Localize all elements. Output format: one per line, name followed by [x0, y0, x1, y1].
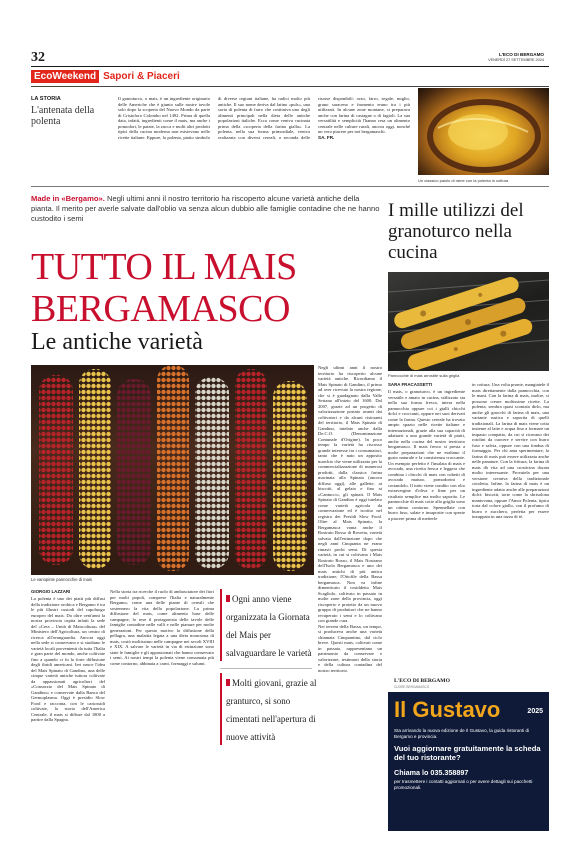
pull-quote-2: [220, 673, 318, 745]
main-headline-line1: TUTTO IL MAIS: [31, 246, 297, 288]
main-text-1: La polenta è uno dei piatti più diffusi della tradizione orobica e Bergamo è tra le più illustri custodi del capoluogo europeo del mais. Da oltre cent'anni la nostra provincia ospita infatti la sede del «Crea – Unità di Maiscoltura» del Ministero dell'Agricoltura, un centro di ricerca all'avanguardia. Ancora oggi nella sede si conservano e si studiano le varietà locali provenienti da tutta l'Italia e gran parte del mondo, anche coltivate fino a quando ci fu la forte diffusione degli ibridi americani. Ieri nasce l'idea del Mais Spinato di Gandino, una delle cinque varietà antiche tuttora coltivate da appassionati agricoltori del «Consorzio del Mais Spinato di Gandino» e conservate dalla Banca del Germoplasma. Oggi è presidio Slow Food e racconta, con le cariossidi coltivate, la storia dell'America Centrale, il mais si diffuse dal 1800 a partire dalla Spagna.: [31, 596, 105, 722]
side-headline: I mille utilizzi del granoturco nella cucina: [388, 200, 524, 263]
story-kicker: LA STORIA: [31, 96, 61, 102]
pull-quote-2-marker: [226, 679, 230, 686]
main-body-col3: [318, 365, 382, 820]
ad-phone[interactable]: Chiama lo 035.358897: [394, 768, 469, 777]
issue-date: VENERDÌ 27 SETTEMBRE 2024: [488, 58, 544, 62]
section-banner: [31, 69, 180, 83]
main-text-3: Negli ultimi anni il nostro territorio ha riscoperto alcune varietà antiche. Ricordiamo il Mais Spinato di Gandino, il primo ad aver ricevuto la nostra regione, che si è guadagnato dalla Valle Seriana all'inizio del 1600. Dal 2007, grazie ad un progetto di valorizzazione portato avanti dai coltivatori e da alcuni ristoranti del territorio, il Mais Spinato di Gandino, tutelato anche dalla De.C.O. (Denominazione Comunale d'Origine). In poco tempo la varietà ha riscosso grande interesse tra i consumatori, tanto che è nato un apposito marchio che viene utilizzato per la commercializzazione di numerosi prodotti, dalla classica farina macinata alla Spinata (ancora diffusa oggi), alle gallette, ai biscotti, al gelato e fino ai «Cantucci», gli spinati. Il Mais Spinato di Gandino è oggi tutelato come varietà agricola da conservazione ed è iscritto nel registro dei Presìdi Slow Food. Oltre al Mais Spinato, la Bergamasca vanta anche il Rostrato Rosso di Rovetta, varietà salvata dall'estinzione dopo che negli anni Cinquanta ne erano rimasti pochi semi. Di questa varietà, in cui si coltivano i Mais Rostrato Rosso, il Mais Nostrano dell'Isola Bergamasca e uno dei mais antichi di più antica tradizione, l'Ottofile della Bassa bergamasca. Non va infine dimenticato il cosiddetto Mais Scagliolo, coltivato in passato in molte zone della provincia, oggi riscoperto e protetto da un nuovo gruppo di produttori che ne hanno recuperato i semi e lo coltivano con grande cura.: [318, 365, 382, 623]
corn-grill-caption: Pannocchie di mais arrostite sulla griglia: [388, 373, 460, 378]
paper-name: L'ECO DI BERGAMO: [499, 52, 544, 57]
pull-quote-1-marker: [226, 595, 230, 602]
story-text: Il granoturco, o mais, è un ingrediente originario delle Americhe che è giunto sulle nostre tavole solo dopo la scoperta del Nuovo Mondo da parte di Cristoforo Colombo nel 1492. Prima di quella data, infatti, ingredienti come il mais, ma anche i pomodori, le patate, la zucca e molti altri prodotti tipici della cucina moderna non esistevano nelle ricette italiane. Eppure, la polenta, piatto simbolo di diverse regioni italiane, ha radici molto più antiche. Il suo nome deriva dal latino «puls», una sorta di polenta di farro che costituiva uno degli alimenti principali nella dieta delle antiche popolazioni italiche. Ecco come veniva cucinata prima della «scoperta della farina gialla». La polenta, nella sua forma primordiale, veniva realizzata con diversi cereali, a seconda delle risorse disponibili: orzo, farro, segale, miglio, grano saraceno e frumento erano tra i più utilizzati. In alcune zone montane, si preparava anche con farina di castagne o di fagioli. La sua versatilità e semplicità l'hanno resa un alimento centrale nelle culture rurali, ancora oggi, nonché un vero piacere per noi bergamaschi.: [118, 96, 410, 140]
story-title: L'antenata della polenta: [31, 105, 95, 127]
ad-text-3: per trasmettere i contatti aggiornati o per avere dettagli sui pacchetti promozionali.: [394, 779, 533, 790]
side-body-col1: [388, 389, 465, 671]
section-name: EcoWeekend: [31, 70, 99, 83]
ad-brand-sub: CUORE BERGAMASCO: [394, 685, 430, 689]
main-headline-line2: BERGAMASCO: [31, 288, 290, 330]
polenta-photo-caption: Un classico paiolo di rame con la polenta in cottura: [418, 178, 509, 183]
ad-text-1: Sta arrivando la nuova edizione de Il Gustavo, la guida ristoranti di Bergamo e provincia.: [394, 728, 530, 739]
ad-text-2: Vuoi aggiornare gratuitamente la scheda del tuo ristorante?: [394, 744, 541, 762]
polenta-photo-art: [418, 88, 549, 175]
main-corn-photo: [31, 365, 314, 575]
main-body-col2: [110, 589, 214, 820]
made-in-text: Negli ultimi anni il nostro territorio ha riscoperto alcune varietà antiche della pianta. Il merito per averle salvate dall'oblio va senza alcun dubbio alle famiglie contadine che ne hanno custodito i semi: [31, 194, 380, 223]
main-text-4: Nei terreni della Bassa, un tempo, si produceva anche una varietà chiamata Cinquantino, dal ciclo breve. Questi mais, coltivati come in passato, rappresentano un patrimonio da conservare e valorizzare, testimoni della storia e della cultura contadina del nostro territorio.: [318, 623, 382, 673]
main-text-2: Nella storia tra ricerche il ruolo di ambasciatore dei fiori per molti popoli, comprese l'Italia e naturalmente Bergamo, come una delle piante di cereali che sostennero la vita della popolazione. La prima diffusione del mais, come alimento base delle campagne, lo rese il protagonista delle tavole delle famiglie contadine nelle valli e nelle pianure per molte generazioni. Per questo motivo la diffusione della pellagra, una malattia legata a una dieta monotona di mais, costò moltissimo nelle campagne nei secoli XVIII e XIX. A salvare le varietà in via di estinzione sono state le famiglie e gli appassionati che hanno conservato i semi. Ai nostri tempi la polenta viene consumata più come contorno, abbinata a carni, formaggi e salumi.: [110, 589, 214, 666]
side-author: SARA FRACASSETTI: [388, 382, 433, 387]
story-signature: SA. FR.: [318, 134, 335, 140]
ad-title: Il Gustavo: [394, 697, 501, 722]
main-article-author: GIORGIO LAZZARI: [31, 589, 71, 594]
section-rule: [31, 86, 549, 87]
main-photo-caption: Le variopinte pannocchie di mais: [31, 577, 92, 582]
main-corn-art: [31, 365, 314, 575]
section-sub: Sapori & Piaceri: [103, 70, 180, 82]
story-divider: [31, 186, 549, 187]
header-rule: [31, 66, 549, 67]
side-text-2: in cottura. Una volta pronte, mangiatele il mais direttamente dalla pannocchia, con le mani. Con la farina di mais, inoltre, si possono creare moltissime ricette. La polenta, sembra quasi scontato dirlo, ma anche gli gnocchi di farina di mais, una variante rustica e saporita di quelli tradizionali. La farina di mais viene cotta insieme al latte e acqua fino a formare un impasto compatto, da cui si ricavano dei rotolini da cuocere e servire con burro fuso e salvia, oppure con una fondua di formaggio. Per chi ama sperimentare, la farina di mais può essere utilizzata anche nelle panature. Con la frittura, la farina di mais dà vita ad una crosticina dorata molto interessante. Provatela per una versione creativa della tradizionale cotoletta. Infine, la farina di mais è un ingrediente adatto anche alle preparazioni dolci: biscotti, torte come la sbrisolona mantovana, oppure l'Amor Polenta, tipica torta dal colore giallo, con il profumo di burro e zucchero, perfetta per essere inzuppata in una tazza di tè.: [472, 382, 549, 519]
pull-quote-1: [220, 589, 318, 661]
side-body-col2: [472, 382, 549, 671]
corn-grill-art: [388, 272, 549, 371]
pull-quote-divider: [220, 668, 312, 669]
side-text-1: Il mais, o granoturco, è un ingrediente versatile e amato in cucina, utilizzato sia nella sua forma fresca, intera nella pannocchia oppure coi i gialli chicchi dolci e croccanti, oppure nei suoi derivati come la farina. Questo cereale ha trovato ampio spazio nelle ricette italiane e internazionali, grazie alla sua capacità di adattarsi a una grande varietà di piatti, anche nella cucina del nostro territorio bergamasco. Il mais fresco si presta a molte preparazioni che ne esaltano il gusto naturale e la consistenza croccante. Un esempio perfetto è l'insalata di mais e avocado, una ricetta fresca e leggera che combina i chicchi di mais con cubetti di avocado maturo, pomodorini e coriandolo. Il tutto viene condito con olio extravergine d'oliva e lime per un risultato semplice ma molto saporito. Le pannocchie di mais cotte alla griglia sono un ottimo contorno. Spennellate con burro fuso, salate e insaporite con spezie a piacere prima di metterle: [388, 389, 465, 521]
main-subheadline: Le antiche varietà: [31, 329, 203, 355]
main-body-col1: [31, 596, 105, 820]
made-in-intro: [31, 194, 381, 224]
pull-quote-1-text: Ogni anno viene organizzata la Giornata del Mais per salvaguardare le varietà: [226, 594, 312, 658]
ad-brand: L'ECO DI BERGAMO: [394, 678, 450, 684]
made-in-label: Made in «Bergamo».: [31, 194, 105, 203]
story-body: [118, 96, 410, 178]
corn-grill-photo: [388, 272, 549, 371]
page-number: 32: [31, 50, 45, 65]
ad-year: 2025: [527, 708, 543, 715]
polenta-photo: [418, 88, 549, 175]
pull-quote-2-text: Molti giovani, grazie al granturco, si sono cimentati nell'apertura di nuove attività: [226, 678, 317, 742]
gustavo-ad[interactable]: [388, 676, 549, 831]
